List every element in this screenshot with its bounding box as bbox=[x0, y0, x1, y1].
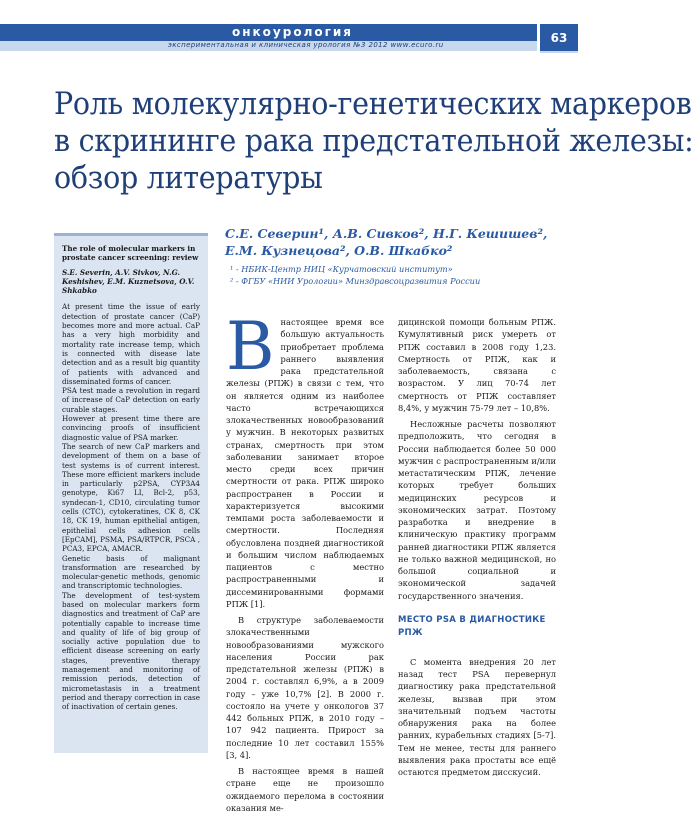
article-title bbox=[54, 86, 694, 197]
abstract-paragraph: However at present time there are convincing proofs of insufficient diagnostic value of PSA marker. bbox=[62, 414, 200, 442]
abstract-text bbox=[62, 302, 200, 711]
abstract-authors: S.E. Severin, A.V. Sivkov, N.G. Keshishev, E.M. Kuznetsova, O.V. Shkabko bbox=[62, 267, 195, 296]
title-line-1: Роль молекулярно-генетических маркеров bbox=[54, 86, 692, 122]
affiliation-1: ¹ - НБИК-Центр НИЦ «Курчатовский институт» bbox=[230, 264, 453, 274]
authors-line-1: С.Е. Северин¹, А.В. Сивков², Н.Г. Кешишев², bbox=[225, 226, 548, 241]
english-abstract-box bbox=[54, 233, 208, 753]
body-column-1 bbox=[226, 308, 384, 814]
body-paragraph: С момента внедрения 20 лет назад тест PSA перевернул диагностику рака предстательной железы, вызвав при этом значительный подъем частоты обнаружения рака на более ранних, курабельных стадиях [5-7]. Тем не менее, тесты для раннего выявления рака простаты все ещё остаются предметом дисскусий. bbox=[398, 656, 556, 777]
page-number-stripe bbox=[540, 51, 578, 53]
authors-line-2: Е.М. Кузнецова², О.В. Шкабко² bbox=[225, 243, 453, 258]
body-paragraph: дицинской помощи больным РПЖ. Кумулятивный риск умереть от РПЖ составил в 2008 году 1,23. Смертность от РПЖ, как и заболеваемость, связана с возрастом. У лиц 70-74 лет смертность от РПЖ составляет 8,4%, у мужчин 75-79 лет – 10,8%. bbox=[398, 317, 556, 413]
abstract-paragraph: PSA test made a revolution in regard of increase of CaP detection on early curable stages. bbox=[62, 386, 200, 414]
abstract-paragraph: The development of test-system based on molecular markers form diagnostics and treatment of CaP are potentially capable to increase time and quality of life of big group of socially active population due to efficient disease screening on early stages, preventive therapy management and monitoring of remission periods, detection of micrometastasis in a treatment period and therapy correction in case of inactivation of certain genes. bbox=[62, 590, 200, 712]
author-list bbox=[225, 225, 575, 259]
body-paragraph: В структуре заболеваемости злокачественными новообразованиями мужского населения России рак предстательной железы (РПЖ) в 2004 г. составлял 6,9%, а в 2009 году – уже 10,7% [2]. В 2000 г. состояло на учете у онкологов 37 442 больных РПЖ, в 2010 году – 107 942 пациента. Прирост за последние 10 лет составил 155% [3, 4]. bbox=[226, 615, 384, 760]
abstract-paragraph: At present time the issue of early detection of prostate cancer (CaP) becomes more and more actual. CaP has a very high morbidity and mortality rate increase temp, which is connected with disease late detection and as a result big quantity of patients with advanced and disseminated forms of cancer. bbox=[62, 302, 200, 386]
journal-name: онкоурология bbox=[232, 25, 353, 39]
abstract-paragraph: Genetic basis of malignant transformation are researched by molecular-genetic methods, genomic and transcriptomic technologies. bbox=[62, 553, 200, 591]
affiliations bbox=[230, 263, 580, 287]
affiliation-2: ² - ФГБУ «НИИ Урологии» Минздравсоцразвития России bbox=[230, 276, 481, 286]
body-paragraph: Несложные расчеты позволяют предположить, что сегодня в России наблюдается более 50 000 мужчин с распространенным и/или метастатическим РПЖ, лечение которых требует больших медицинских ресурсов и экономических затрат. Поэтому разработка и внедрение в клиническую практику программ ранней диагностики РПЖ является не только важной медицинской, но большой социальной и экономической задачей государственного значения. bbox=[398, 419, 556, 601]
title-line-2: в скрининге рака предстательной железы: bbox=[54, 123, 694, 159]
page-number: 63 bbox=[540, 24, 578, 51]
body-paragraph: настоящее время все большую актуальность приобретает проблема раннего выявления рака предстательной железы (РПЖ) в связи с тем, что он является одним из наиболее часто встречающихся злокачественных новообразований у мужчин. В некоторых развитых странах, смертность при этом заболевании занимает второе место среди всех причин смертности от рака. РПЖ широко распространен в России и характеризуется высокими темпами роста заболеваемости и смертности. Последняя обусловлена поздней диагностикой и большим числом наблюдаемых пациентов с местно распространенными и диссеминированными формами РПЖ [1]. bbox=[226, 317, 384, 609]
drop-cap: В bbox=[226, 308, 275, 385]
body-paragraph: В настоящее время в нашей стране еще не произошло ожидаемого перелома в состоянии оказания ме- bbox=[226, 766, 384, 813]
abstract-title: The role of molecular markers in prostate cancer screening: review bbox=[62, 244, 199, 263]
body-column-2 bbox=[398, 316, 556, 778]
section-heading: МЕСТО PSA В ДИАГНОСТИКЕ РПЖ bbox=[398, 614, 546, 638]
title-line-3: обзор литературы bbox=[54, 160, 323, 196]
journal-subtitle: экспериментальная и клиническая урология №3 2012 www.ecuro.ru bbox=[168, 41, 444, 49]
abstract-paragraph: The search of new CaP markers and development of them on a base of test systems is of current interest. These more efficient markers include in particularly p2PSA, CYP3A4 genotype, Ki67 LI, Bcl-2, p53, syndecan-1, CD10, circulating tumor cells (CTC), cytokeratines, CK 8, CK 18, CK 19, human epithelial antigen, epithelial cells adhesion cells [EpCAM], PSMA, PSA/RTPCR, PSCA , PCA3, EPCA, AMACR. bbox=[62, 441, 200, 554]
